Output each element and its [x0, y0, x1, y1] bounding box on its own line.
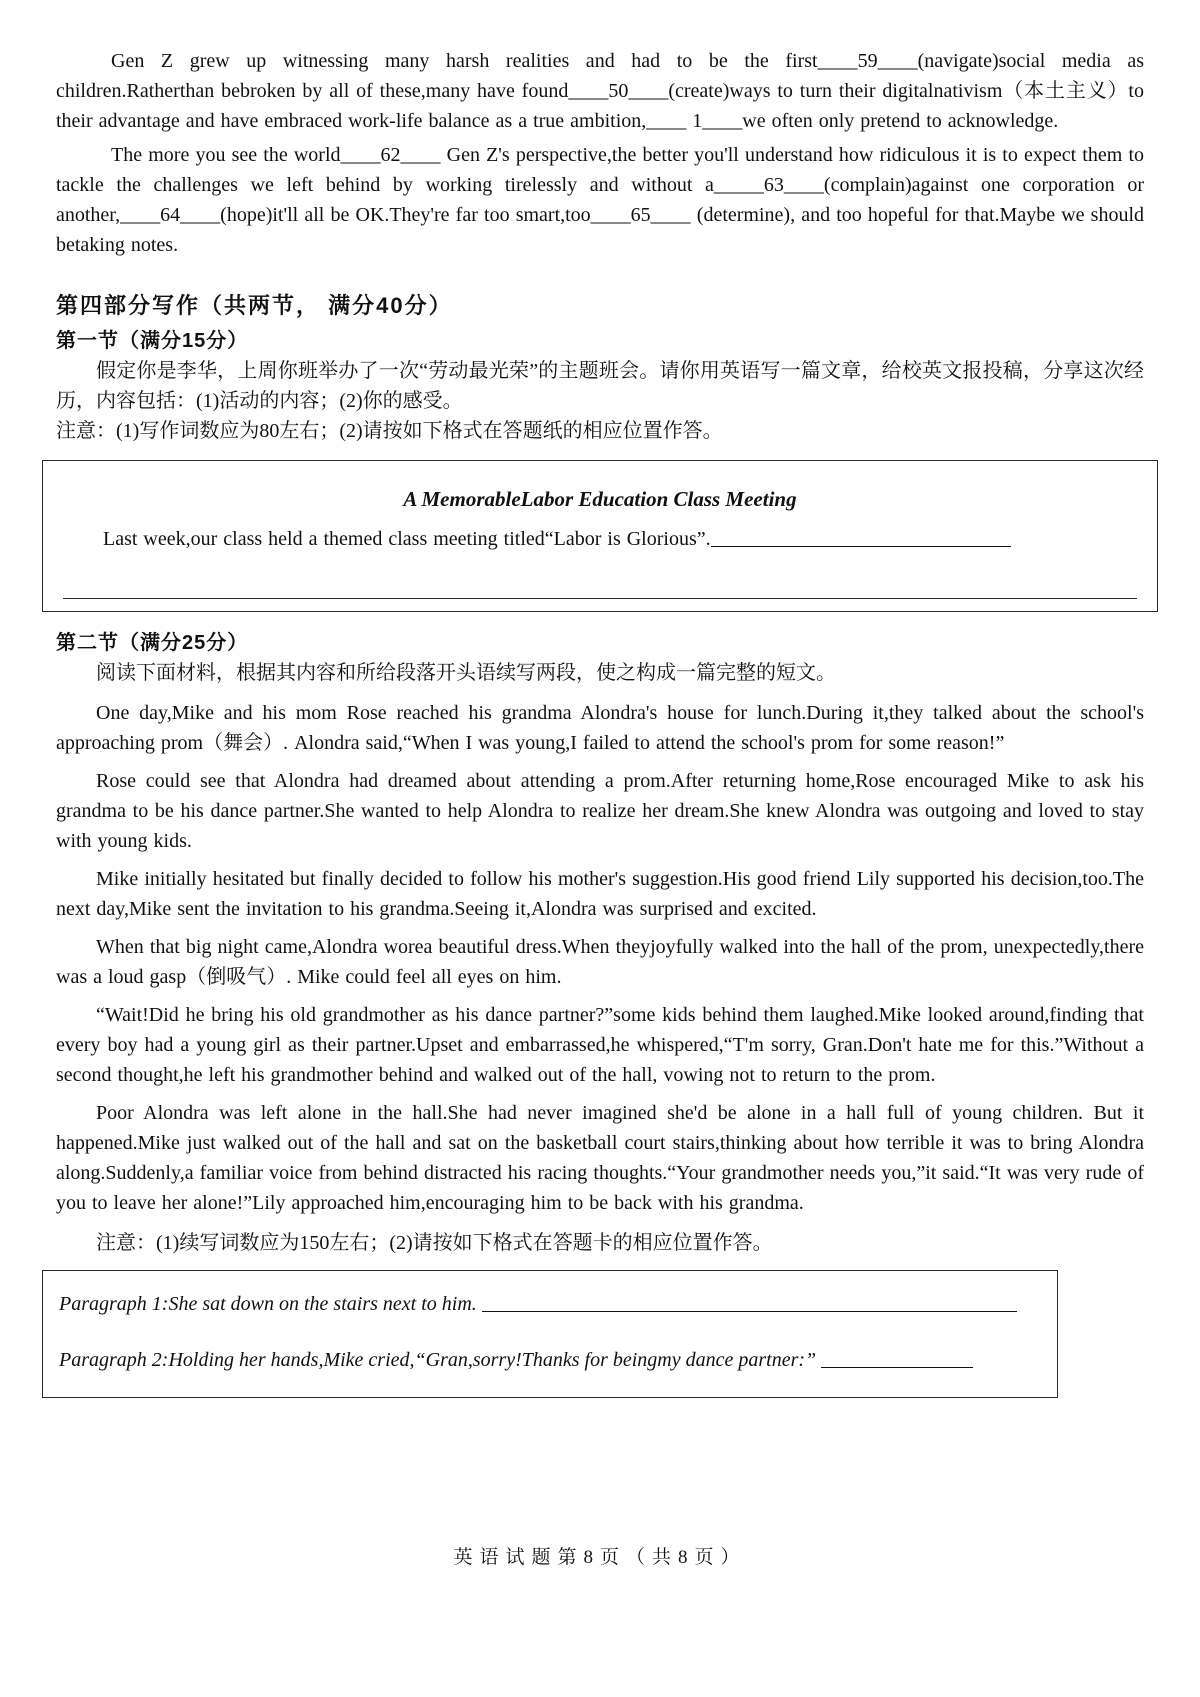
paragraph-1-opening-line [59, 1289, 1041, 1319]
cloze-paragraph-2: The more you see the world____62____ Gen Z's perspective,the better you'll understand how ridiculous it is to expect them to tackle the challenges we left behind by working tirelessly and without a_____63____(complain)against one corporation or another,____64____(hope)it'll all be OK.They're far too smart,too____65____ (determine), and too hopeful for that.Maybe we should betaking notes. [56, 144, 1144, 256]
answer-box-divider [63, 598, 1137, 599]
paragraph-1-opening-text: Paragraph 1:She sat down on the stairs next to him. [59, 1293, 477, 1315]
continuation-story [56, 698, 1144, 1218]
story-paragraph: Mike initially hesitated but finally decided to follow his mother's suggestion.His good friend Lily supported his decision,too.The next day,Mike sent the invitation to his grandma.Seeing it,Alondra was surprised and excited. [56, 868, 1144, 920]
answer-blank-line [821, 1364, 973, 1368]
essay-title: A MemorableLabor Education Class Meeting [403, 487, 797, 511]
part-1-header: 第一节（满分15分） [56, 330, 249, 352]
essay-opening-line [63, 524, 1137, 554]
part-1-note: 注意：(1)写作词数应为80左右；(2)请按如下格式在答题纸的相应位置作答。 [56, 420, 723, 442]
essay-opening-text: Last week,our class held a themed class meeting titled“Labor is Glorious”. [103, 528, 711, 550]
section-4-header: 第四部分写作（共两节， 满分40分） [56, 293, 453, 318]
story-paragraph: One day,Mike and his mom Rose reached his grandma Alondra's house for lunch.During it,they talked about the school's approaching prom（舞会）. Alondra said,“When I was young,I failed to attend the school's prom for some reason!” [56, 702, 1144, 754]
part-2-note: 注意：(1)续写词数应为150左右；(2)请按如下格式在答题卡的相应位置作答。 [96, 1232, 773, 1254]
part-1-task-text: 假定你是李华，上周你班举办了一次“劳动最光荣”的主题班会。请你用英语写一篇文章，给校英文报投稿，分享这次经历，内容包括：(1)活动的内容；(2)你的感受。 [56, 360, 1144, 412]
story-paragraph: When that big night came,Alondra worea beautiful dress.When theyjoyfully walked into the hall of the prom, unexpectedly,there was a loud gasp（倒吸气）. Mike could feel all eyes on him. [56, 936, 1144, 988]
part-1-answer-box [42, 460, 1158, 612]
cloze-paragraph-1: Gen Z grew up witnessing many harsh realities and had to be the first____59____(navigate)social media as children.Ratherthan bebroken by all of these,many have found____50____(create)ways to turn their digitalnativism（本土主义）to their advantage and have embraced work-life balance as a true ambition,____ 1____we often only pretend to acknowledge. [56, 50, 1144, 132]
paragraph-2-opening-line [59, 1345, 1041, 1375]
answer-blank-line [482, 1308, 1017, 1312]
paragraph-2-opening-text: Paragraph 2:Holding her hands,Mike cried,“Gran,sorry!Thanks for beingmy dance partner:” [59, 1349, 817, 1371]
part-2-answer-box [42, 1270, 1058, 1398]
part-2-header: 第二节（满分25分） [56, 632, 249, 654]
story-paragraph: Rose could see that Alondra had dreamed about attending a prom.After returning home,Rose encouraged Mike to ask his grandma to be his dance partner.She wanted to help Alondra to realize her dream.She knew Alondra was outgoing and loved to stay with young kids. [56, 770, 1144, 852]
answer-blank-line [711, 543, 1011, 547]
story-paragraph: Poor Alondra was left alone in the hall.She had never imagined she'd be alone in a hall full of young children. But it happened.Mike just walked out of the hall and sat on the basketball court stairs,thinking about how terrible it was to bring Alondra along.Suddenly,a familiar voice from behind distracted his racing thoughts.“Your grandmother needs you,”it said.“It was very rude of you to leave her alone!”Lily approached him,encouraging him to be back with his grandma. [56, 1102, 1144, 1214]
story-paragraph: “Wait!Did he bring his old grandmother as his dance partner?”some kids behind them laughed.Mike looked around,finding that every boy had a young girl as their partner.Upset and embarrassed,he whispered,“T'm sorry, Gran.Don't hate me for this.”Without a second thought,he left his grandmother behind and walked out of the hall, vowing not to return to the prom. [56, 1004, 1144, 1086]
part-2-intro: 阅读下面材料，根据其内容和所给段落开头语续写两段，使之构成一篇完整的短文。 [96, 662, 836, 684]
page-footer: 英语试题第8页（共8页） [453, 1547, 747, 1568]
